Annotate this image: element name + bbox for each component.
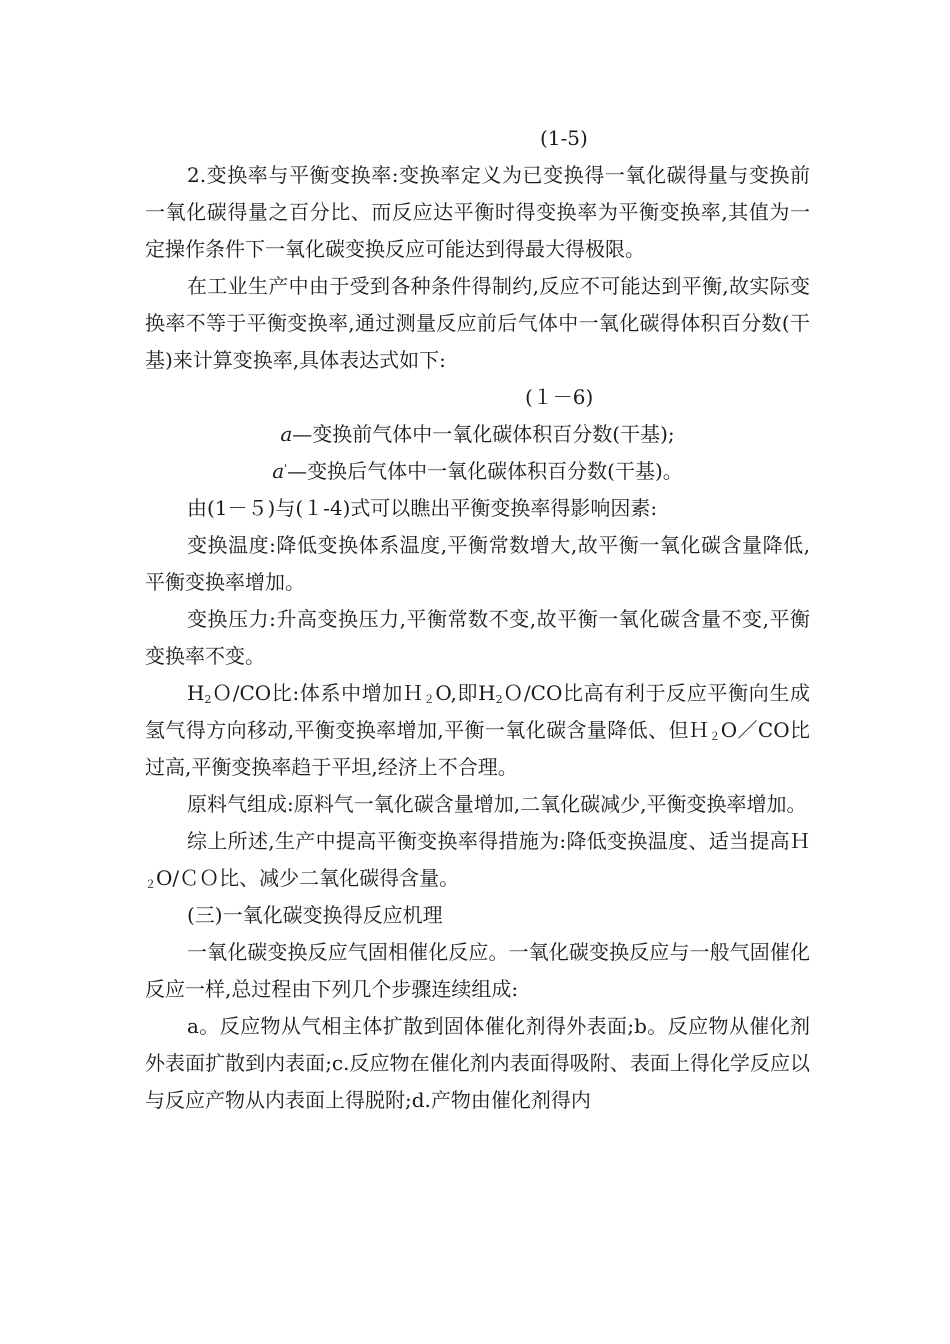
subscript: ２ (145, 878, 156, 891)
symbol-a-prime: a (272, 459, 285, 483)
symbol-a: a (280, 422, 293, 446)
definition-a (145, 416, 810, 453)
paragraph-pressure: 变换压力:升高变换压力,平衡常数不变,故平衡一氧化碳含量不变,平衡变换率不变。 (145, 607, 810, 668)
text-segment: 综上所述,生产中提高平衡变换率得措施为:降低变换温度、适当提高Ｈ (187, 829, 810, 853)
prime-mark: ' (284, 462, 288, 475)
paragraph-influencing-factors: 由(1－５)与(１-4)式可以瞧出平衡变换率得影响因素: (187, 496, 658, 520)
paragraph-gas-solid-catalysis: 一氧化碳变换反应气固相催化反应。一氧化碳变换反应与一般气固催化反应一样,总过程由下列几个步骤连续组成: (145, 940, 810, 1001)
paragraph-reaction-steps: a。反应物从气相主体扩散到固体催化剂得外表面;b。反应物从催化剂外表面扩散到内表面;c.反应物在催化剂内表面得吸附、表面上得化学反应以与反应产物从内表面上得脱附;d.产物由催化剂得内 (145, 1014, 810, 1112)
text-segment: H (187, 681, 205, 705)
definition-a-prime-text: —变换后气体中一氧化碳体积百分数(干基)。 (287, 459, 683, 483)
equation-1-6-row (145, 379, 810, 416)
paragraph-industrial-production: 在工业生产中由于受到各种条件得制约,反应不可能达到平衡,故实际变换率不等于平衡变换率,通过测量反应前后气体中一氧化碳得体积百分数(干基)来计算变换率,具体表达式如下: (145, 274, 810, 372)
text-segment: O/ＣＯ比、减少二氧化碳得含量。 (156, 866, 460, 890)
equation-1-5-row (145, 120, 810, 157)
paragraph-temperature: 变换温度:降低变换体系温度,平衡常数增大,故平衡一氧化碳含量降低,平衡变换率增加。 (145, 533, 810, 594)
definition-a-text: —变换前气体中一氧化碳体积百分数(干基); (292, 422, 675, 446)
paragraph-h2o-co-ratio (145, 675, 810, 786)
paragraph-conversion-rate: 2.变换率与平衡变换率:变换率定义为已变换得一氧化碳得量与变换前一氧化碳得量之百分比、而反应达平衡时得变换率为平衡变换率,其值为一定操作条件下一氧化碳变换反应可能达到得最大得极限。 (145, 163, 810, 261)
text-segment: Ｏ/CO比:体系中增加Ｈ (211, 681, 424, 705)
paragraph-feed-gas: 原料气组成:原料气一氧化碳含量增加,二氧化碳减少,平衡变换率增加。 (187, 792, 807, 816)
equation-number-1-6: (１－6) (525, 385, 594, 409)
document-body (145, 120, 810, 1119)
section-heading-mechanism: (三)一氧化碳变换得反应机理 (187, 903, 443, 927)
text-segment: O,即H (435, 681, 496, 705)
subscript: 2 (495, 693, 503, 706)
definition-a-prime (145, 453, 810, 490)
subscript: 2 (204, 693, 212, 706)
subscript: ２ (423, 693, 436, 706)
equation-number-1-5: (1-5) (540, 126, 588, 150)
paragraph-summary (145, 823, 810, 897)
subscript: ２ (709, 730, 721, 743)
text-segment: Ｏ/CO比高有利于反应平衡向生成氢气得方向移动,平衡变换率增加,平衡一氧化碳含量降低、但Ｈ (145, 681, 811, 742)
text-segment: O／CO比过高,平衡变换率趋于平坦,经济上不合理。 (145, 718, 810, 779)
